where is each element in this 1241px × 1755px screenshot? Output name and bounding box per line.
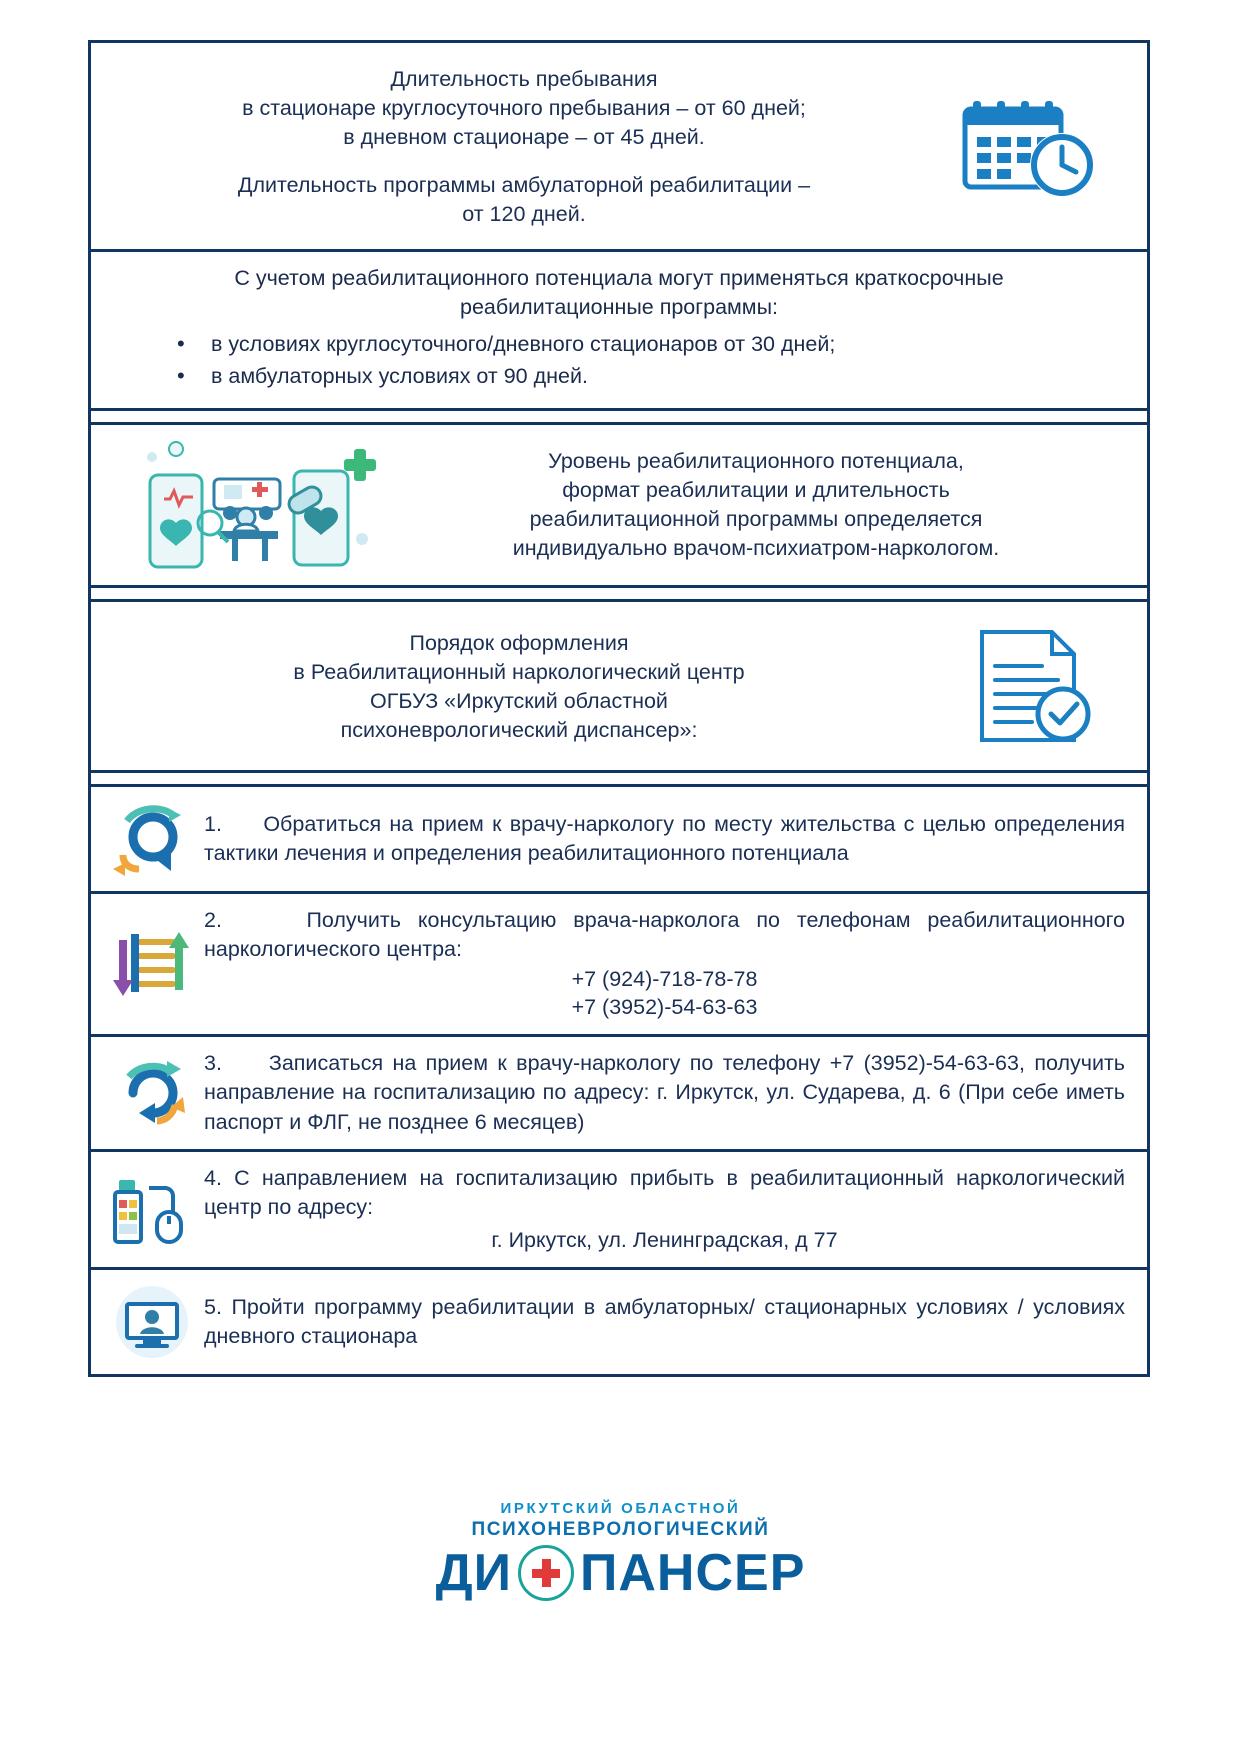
shortterm-block: [91, 252, 1147, 411]
online-doctor-icon-wrap: [99, 1282, 204, 1362]
telemedicine-illustration-wrap: [101, 435, 401, 575]
poster-frame: [88, 40, 1150, 1377]
circular-arrows-icon-wrap: [99, 1053, 204, 1133]
logo-wordmark: [0, 1543, 1241, 1603]
level-line-3: реабилитационной программы определяется: [529, 507, 983, 532]
spacer-band: [91, 411, 1147, 425]
duration-block: [91, 43, 1147, 252]
arrows-cycle-icon: [109, 799, 195, 879]
order-line-4: психоневрологический диспансер»:: [340, 717, 698, 742]
duration-line-5: от 120 дней.: [462, 202, 586, 227]
shortterm-line-1: С учетом реабилитационного потенциала могут применяться краткосрочные: [234, 265, 1004, 290]
list-item: • в амбулаторных условиях от 90 дней.: [163, 360, 1121, 392]
medical-cross-icon: [518, 1545, 574, 1601]
list-arrows-icon: [109, 924, 195, 1004]
list-arrows-icon-wrap: [99, 924, 204, 1004]
duration-paragraph-1: [131, 65, 917, 151]
shortterm-line-2: реабилитационные программы:: [459, 294, 779, 319]
level-block: [91, 425, 1147, 588]
step-2-body: Получить консультацию врача-нарколога по телефонам реабилитационного наркологического центра:: [204, 908, 1125, 962]
order-block: [91, 602, 1147, 773]
document-check-icon-wrap: [917, 622, 1147, 752]
order-line-1: Порядок оформления: [409, 631, 629, 656]
step-4-content: [204, 1164, 1129, 1255]
logo-word-left: ДИ: [435, 1544, 512, 1602]
step-4: [91, 1152, 1147, 1270]
order-line-3: ОГБУЗ «Иркутский областной: [370, 689, 668, 714]
duration-paragraph-2: [131, 171, 917, 229]
calendar-clock-icon-wrap: [917, 87, 1147, 207]
step-2: [91, 894, 1147, 1037]
step-2-phone-1: +7 (924)-718-78-78: [571, 966, 758, 991]
medicine-computer-icon: [109, 1166, 195, 1252]
spacer-band-3: [91, 773, 1147, 787]
step-5: [91, 1270, 1147, 1374]
duration-line-3: в дневном стационаре – от 45 дней.: [343, 124, 705, 149]
step-3: [91, 1037, 1147, 1152]
level-text: [401, 447, 1137, 562]
order-paragraph: [121, 629, 917, 744]
order-line-2: в Реабилитационный наркологический центр: [293, 660, 745, 685]
step-1-content: [204, 810, 1129, 868]
duration-line-4: Длительность программы амбулаторной реабилитации –: [237, 173, 811, 198]
duration-line-2: в стационаре круглосуточного пребывания – от 60 дней;: [242, 95, 806, 120]
duration-text: [91, 65, 917, 229]
step-1: [91, 787, 1147, 894]
document-check-icon: [962, 622, 1102, 752]
level-line-4: индивидуально врачом-психиатром-наркологом.: [512, 535, 1000, 560]
list-item: • в условиях круглосуточного/дневного стационаров от 30 дней;: [163, 328, 1121, 360]
step-2-text: [204, 906, 1125, 964]
step-2-phone-2: +7 (3952)-54-63-63: [571, 995, 758, 1020]
online-doctor-icon: [109, 1282, 195, 1362]
duration-line-1: Длительность пребывания: [390, 67, 658, 91]
circular-arrows-icon: [109, 1053, 195, 1133]
step-5-text: 5. Пройти программу реабилитации в амбулаторных/ стационарных условиях / условиях дневного стационара: [204, 1294, 1125, 1349]
telemedicine-illustration: [116, 435, 386, 575]
arrows-cycle-icon-wrap: [99, 799, 204, 879]
step-3-content: [204, 1049, 1129, 1137]
level-paragraph: [401, 447, 1111, 562]
logo-line-2: ПСИХОНЕВРОЛОГИЧЕСКИЙ: [471, 1519, 770, 1540]
step-2-number: 2.: [204, 908, 222, 933]
calendar-clock-icon: [957, 87, 1107, 207]
level-line-1: Уровень реабилитационного потенциала,: [548, 449, 964, 474]
logo-word-right: ПАНСЕР: [580, 1544, 806, 1602]
step-4-address: г. Иркутск, ул. Ленинградская, д 77: [491, 1228, 838, 1253]
order-text: [91, 629, 917, 744]
organization-logo: [0, 1500, 1241, 1603]
shortterm-bullet-list: [117, 328, 1121, 393]
step-3-number: 3.: [204, 1051, 222, 1076]
spacer-band-2: [91, 588, 1147, 602]
step-3-body: Записаться на прием к врачу-наркологу по телефону +7 (3952)-54-63-63, получить направление на госпитализацию по адресу: г. Иркутск, ул. Сударева, д. 6 (При себе иметь паспорт и ФЛГ, не позднее 6 месяцев): [204, 1051, 1125, 1134]
step-3-text: [204, 1049, 1125, 1137]
step-4-text: 4. С направлением на госпитализацию прибыть в реабилитационный наркологический центр по адресу:: [204, 1165, 1125, 1220]
step-1-text: [204, 810, 1125, 868]
step-1-body: Обратиться на прием к врачу-наркологу по месту жительства с целью определения тактики лечения и определения реабилитационного потенциала: [204, 811, 1125, 866]
level-line-2: формат реабилитации и длительность: [562, 478, 950, 503]
step-2-content: [204, 906, 1129, 1022]
logo-line-1: ИРКУТСКИЙ ОБЛАСТНОЙ: [500, 1500, 741, 1517]
step-1-number: 1.: [204, 811, 222, 836]
medicine-computer-icon-wrap: [99, 1166, 204, 1252]
step-5-content: [204, 1293, 1129, 1351]
shortterm-heading: [117, 264, 1121, 322]
